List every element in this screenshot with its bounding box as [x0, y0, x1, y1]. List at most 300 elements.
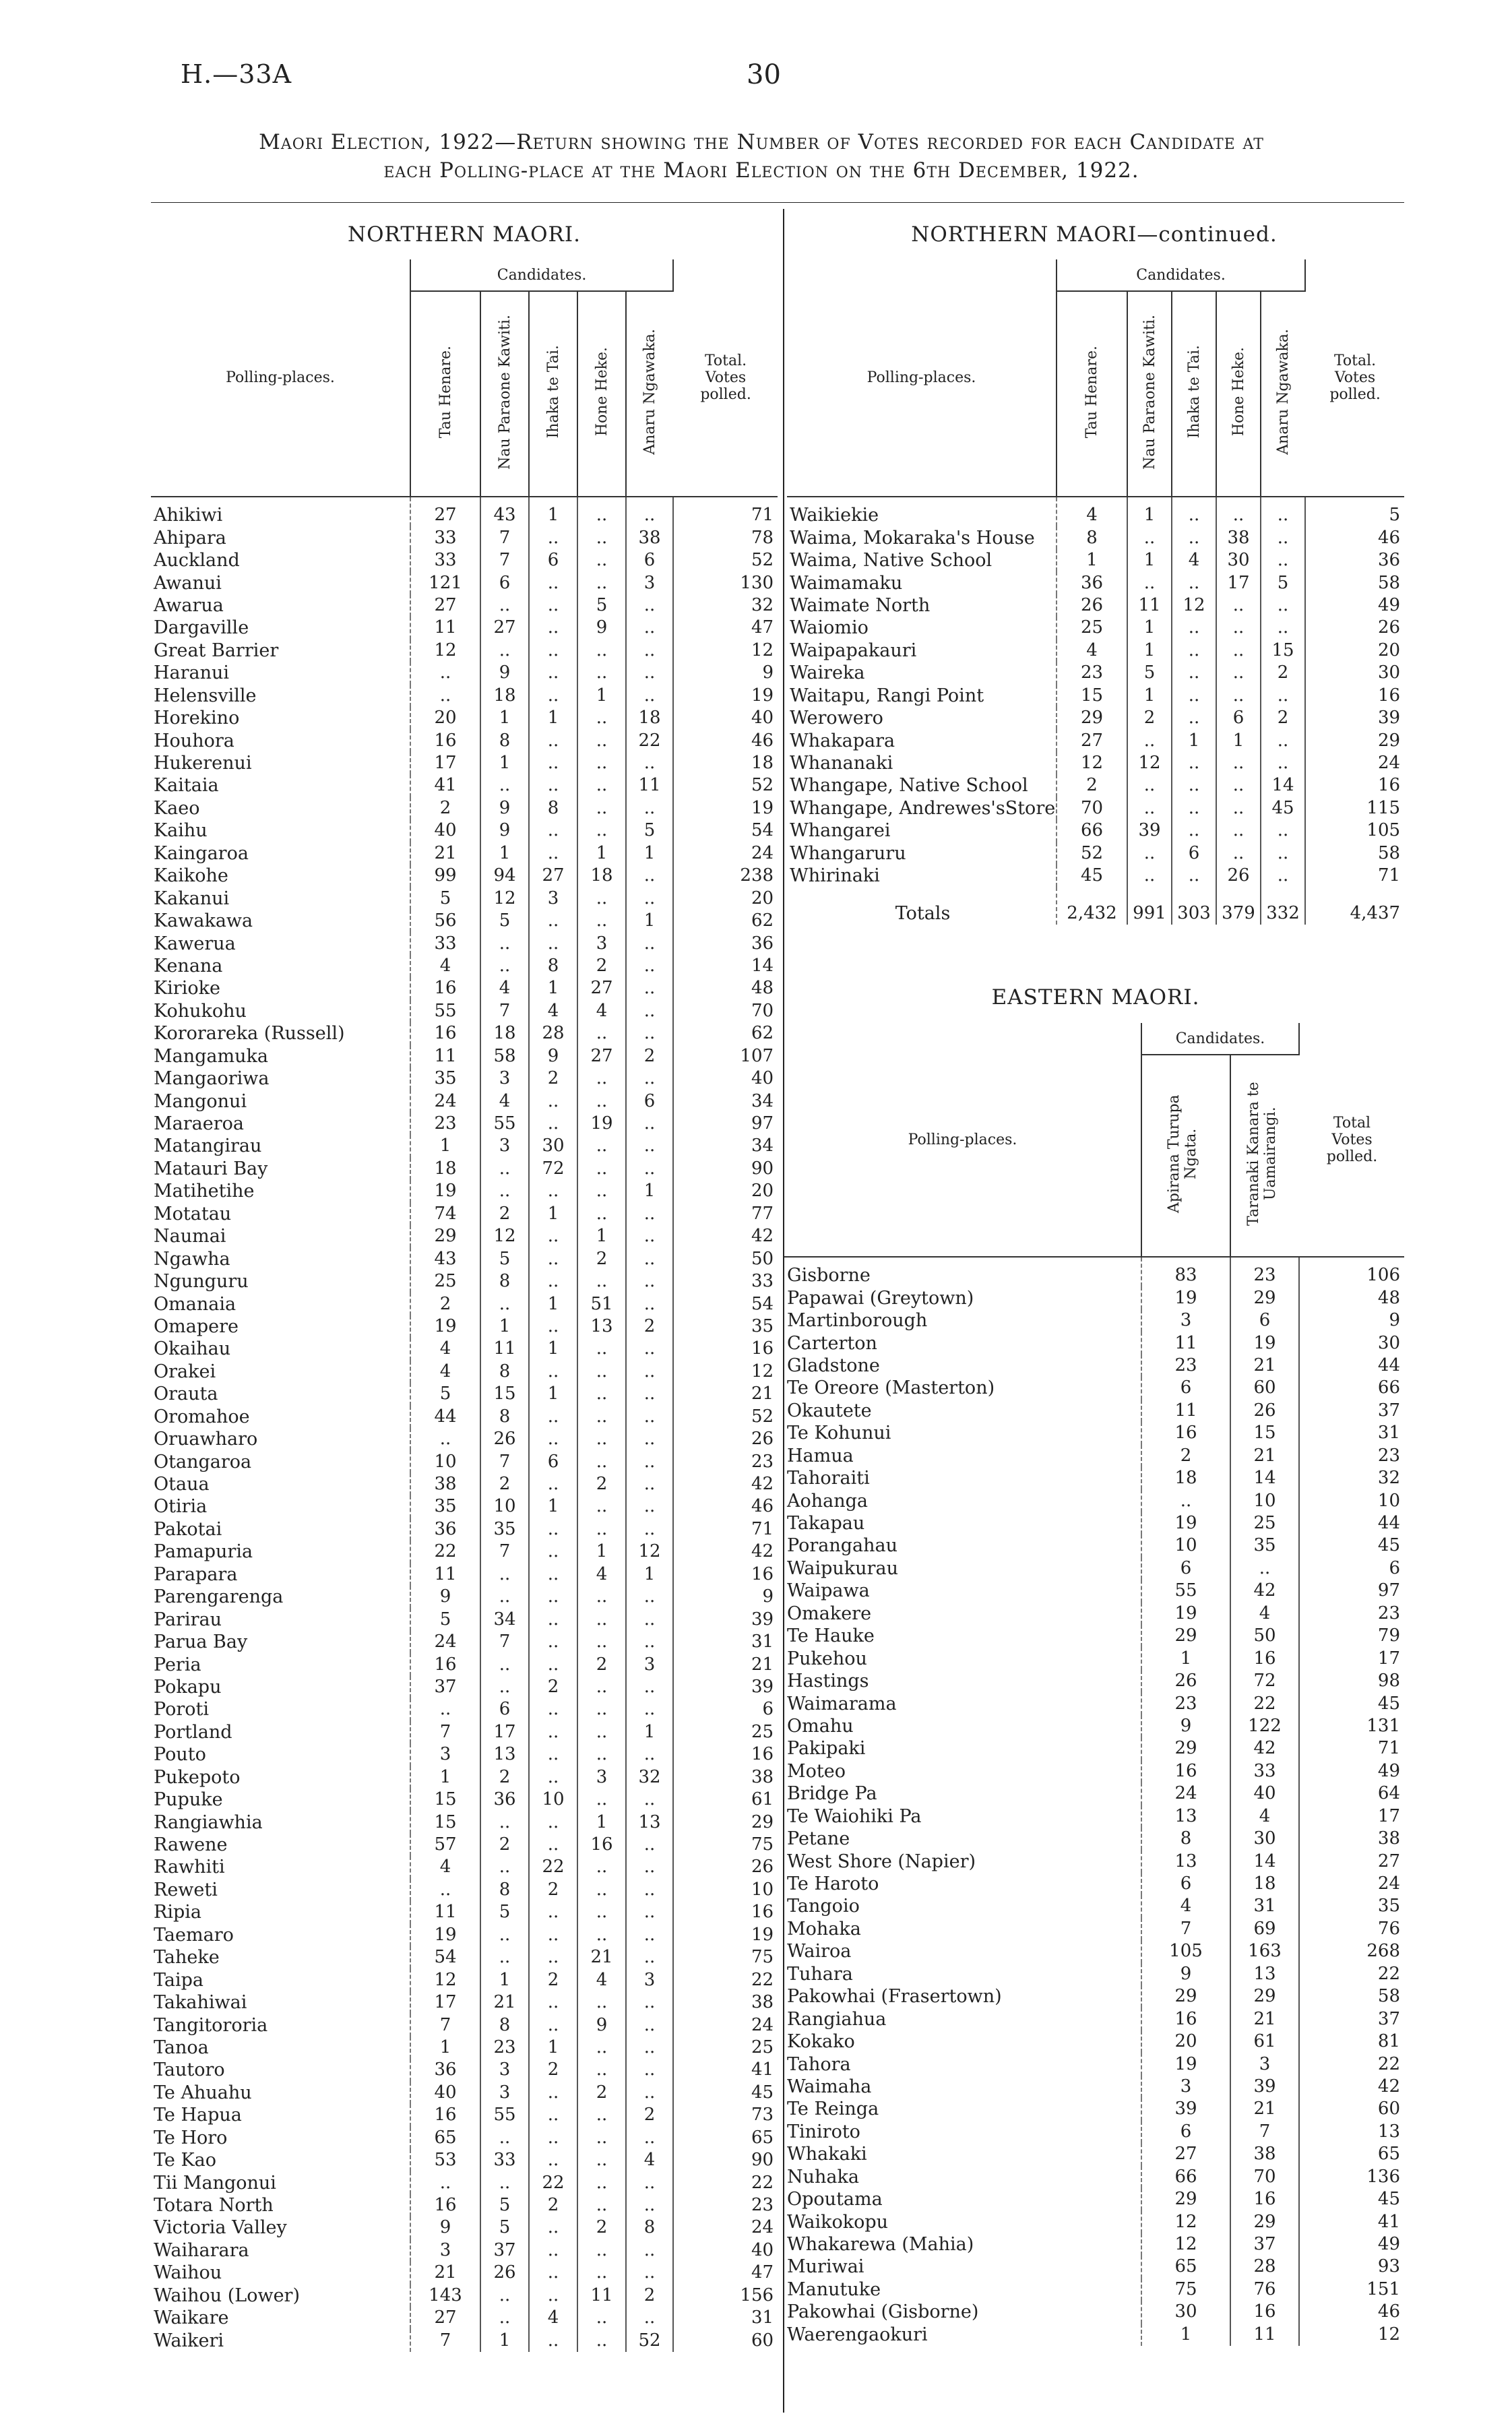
table-row	[151, 1203, 778, 1225]
candidate-votes-cell: 12	[410, 1968, 480, 1991]
candidate-votes-cell: ..	[529, 1361, 577, 1383]
polling-place	[151, 1631, 410, 1653]
polling-place	[151, 1000, 410, 1022]
candidate-votes-cell: 11	[480, 1338, 529, 1360]
candidate-votes-cell: ..	[1127, 842, 1172, 865]
northern-candidate-label: Ihaka te Tai.	[544, 345, 562, 439]
candidate-votes-cell: ..	[577, 662, 626, 684]
candidate-votes-cell: 1	[626, 842, 673, 865]
candidate-votes-cell: 1	[626, 1180, 673, 1202]
candidate-votes-cell: ..	[529, 2082, 577, 2104]
polling-place-name: Kohukohu	[154, 1000, 247, 1022]
total-votes-cell: 39	[751, 1609, 774, 1630]
candidate-votes-cell: ..	[577, 1135, 626, 1157]
total-votes-cell: 10	[751, 1879, 774, 1900]
candidate-votes-cell: 33	[1230, 1760, 1299, 1782]
polling-place	[151, 1811, 410, 1833]
polling-place-name: Kawakawa	[154, 910, 253, 932]
table-row	[787, 640, 1404, 662]
polling-place	[784, 1850, 1141, 1872]
candidate-votes-cell: 1	[1127, 549, 1172, 571]
candidate-votes-cell: 3	[1230, 2053, 1299, 2075]
total-votes-cell: 24	[751, 2014, 774, 2035]
polling-place	[784, 1670, 1141, 1692]
total-votes-cell: 48	[1377, 1287, 1400, 1308]
polling-place	[784, 1828, 1141, 1850]
candidate-votes-cell: ..	[529, 2149, 577, 2171]
candidate-votes-cell: ..	[1261, 594, 1305, 617]
polling-place	[784, 1377, 1141, 1399]
candidate-votes-cell: ..	[577, 1203, 626, 1225]
candidate-votes-cell: 1	[480, 2329, 529, 2351]
table-row	[784, 1918, 1404, 1940]
table-row	[784, 1445, 1404, 1467]
polling-place	[787, 526, 1057, 549]
candidate-votes-cell: 12	[480, 1225, 529, 1247]
candidate-votes-cell: 29	[1230, 1985, 1299, 2008]
polling-place-name: Wairoa	[787, 1941, 852, 1962]
candidate-votes-cell: ..	[577, 1180, 626, 1202]
polling-place	[151, 594, 410, 617]
candidate-votes-cell: 72	[1230, 1670, 1299, 1692]
polling-place	[787, 662, 1057, 684]
total-votes-cell: 16	[751, 1338, 774, 1359]
polling-place-name: Moteo	[787, 1760, 846, 1782]
polling-place	[151, 2329, 410, 2351]
candidate-votes-cell: 36	[410, 2059, 480, 2081]
polling-place	[784, 1286, 1141, 1309]
northern-cont-heading-text: NORTHERN MAORI—continued.	[911, 222, 1278, 247]
total-votes-cell: 22	[1377, 2053, 1400, 2074]
candidate-votes-cell: ..	[1230, 1557, 1299, 1580]
polling-place	[151, 2059, 410, 2081]
polling-place	[784, 2098, 1141, 2120]
polling-place	[151, 977, 410, 999]
polling-place	[151, 1518, 410, 1541]
candidate-votes-cell: ..	[1261, 842, 1305, 865]
polling-place	[151, 1743, 410, 1766]
polling-place	[787, 819, 1057, 842]
candidate-votes-cell: ..	[1172, 752, 1216, 774]
table-row	[787, 729, 1404, 751]
total-votes-cell: 12	[751, 640, 774, 660]
page-title	[121, 128, 1401, 185]
candidate-votes-cell: 19	[1230, 1332, 1299, 1354]
total-votes-cell: 25	[751, 2037, 774, 2057]
table-row	[787, 526, 1404, 549]
polling-place-name: Aohanga	[787, 1490, 869, 1512]
table-row	[784, 1534, 1404, 1557]
candidate-votes-cell: 13	[577, 1315, 626, 1338]
candidate-votes-cell: ..	[626, 2059, 673, 2081]
polling-place	[151, 1608, 410, 1630]
total-votes-cell: 33	[751, 1271, 774, 1292]
polling-place-name: Tahoraiti	[787, 1468, 870, 1489]
polling-place-name: Awanui	[154, 572, 222, 594]
total-votes-cell: 30	[1377, 1332, 1400, 1353]
table-row	[151, 1270, 778, 1293]
total-votes-cell: 151	[1366, 2278, 1400, 2299]
table-row	[784, 2324, 1404, 2346]
northern-table	[151, 259, 778, 2352]
candidate-votes-cell: ..	[1261, 685, 1305, 707]
totals-value: 991	[1127, 887, 1172, 924]
polling-place	[151, 2262, 410, 2284]
polling-place-name: Waitapu, Rangi Point	[790, 685, 984, 706]
northern-col-total	[673, 259, 778, 497]
candidate-votes-cell: ..	[529, 1766, 577, 1789]
candidate-votes-cell: 19	[577, 1113, 626, 1135]
table-row	[151, 2329, 778, 2351]
candidate-votes-cell: 12	[1141, 2233, 1230, 2256]
table-row	[151, 2059, 778, 2081]
candidate-votes-cell: 22	[410, 1541, 480, 1563]
candidate-votes-cell: ..	[577, 2037, 626, 2059]
totals-value: 2,432	[1057, 887, 1127, 924]
candidate-votes-cell: 4	[410, 1338, 480, 1360]
total-votes-cell: 24	[1377, 753, 1401, 774]
polling-place-name: Ngunguru	[154, 1271, 249, 1293]
candidate-votes-cell: 42	[1230, 1737, 1299, 1760]
candidate-votes-cell: 10	[1141, 1534, 1230, 1557]
polling-place	[784, 1873, 1141, 1895]
candidate-votes-cell: 38	[1230, 2143, 1299, 2165]
polling-place-name: Otaua	[154, 1474, 210, 1495]
polling-place-name: Porangahau	[787, 1535, 897, 1557]
candidate-votes-cell: 7	[480, 1000, 529, 1022]
candidate-votes-cell: ..	[626, 1225, 673, 1247]
candidate-votes-cell: 16	[410, 1022, 480, 1045]
candidate-votes-cell: 143	[410, 2285, 480, 2307]
northern-candidate-label: Nau Paraone Kawiti.	[496, 314, 513, 470]
candidate-votes-cell: 23	[480, 2037, 529, 2059]
candidate-votes-cell: ..	[577, 1428, 626, 1450]
candidate-votes-cell: 11	[410, 1563, 480, 1586]
table-row	[787, 842, 1404, 865]
total-votes-cell: 115	[1366, 797, 1401, 818]
table-row	[784, 1286, 1404, 1309]
candidate-votes-cell: ..	[626, 865, 673, 887]
table-row	[151, 797, 778, 819]
polling-place	[151, 1158, 410, 1180]
polling-place-name: Kaeo	[154, 797, 200, 819]
candidate-votes-cell: ..	[577, 729, 626, 751]
polling-place	[151, 932, 410, 954]
candidate-votes-cell: 19	[1141, 1286, 1230, 1309]
total-votes-cell: 50	[751, 1248, 774, 1269]
polling-place	[151, 707, 410, 729]
candidate-votes-cell: 23	[410, 1113, 480, 1135]
polling-place-name: Ahipara	[154, 527, 226, 549]
candidate-votes-cell: ..	[626, 1270, 673, 1293]
candidate-votes-cell: 55	[410, 1000, 480, 1022]
polling-place-name: Mohaka	[787, 1918, 861, 1940]
candidate-votes-cell: ..	[410, 662, 480, 684]
table-row	[151, 1473, 778, 1495]
candidate-votes-cell: ..	[529, 1586, 577, 1608]
candidate-votes-cell: 1	[1141, 1647, 1230, 1669]
candidate-votes-cell: ..	[626, 2127, 673, 2149]
table-row	[784, 1647, 1404, 1669]
candidate-votes-cell: ..	[626, 1158, 673, 1180]
table-row	[784, 2166, 1404, 2188]
northern-cont-candidate-label: Nau Paraone Kawiti.	[1141, 314, 1158, 470]
table-row	[787, 549, 1404, 571]
table-row	[784, 1309, 1404, 1332]
candidate-votes-cell: 2	[577, 2216, 626, 2239]
table-row	[151, 640, 778, 662]
table-row	[151, 1946, 778, 1968]
candidate-votes-cell: 72	[529, 1158, 577, 1180]
candidate-votes-cell: 3	[626, 571, 673, 594]
polling-place-name: Parirau	[154, 1609, 222, 1630]
candidate-votes-cell: ..	[1127, 865, 1172, 887]
polling-place-name: Nuhaka	[787, 2166, 859, 2188]
candidate-votes-cell: ..	[626, 2014, 673, 2036]
table-row	[784, 2256, 1404, 2278]
total-votes-cell: 40	[751, 708, 774, 728]
candidate-votes-cell: 27	[577, 977, 626, 999]
total-votes-cell: 16	[751, 1563, 774, 1584]
polling-place	[784, 1557, 1141, 1580]
candidate-votes-cell: ..	[529, 1721, 577, 1743]
candidate-votes-cell: 8	[1057, 526, 1127, 549]
candidate-votes-cell: ..	[626, 2171, 673, 2194]
candidate-votes-cell: 1	[529, 2037, 577, 2059]
polling-place-name: Pakotai	[154, 1518, 222, 1540]
candidate-votes-cell: ..	[480, 1946, 529, 1968]
candidate-votes-cell: ..	[626, 1000, 673, 1022]
candidate-votes-cell: 61	[1230, 2030, 1299, 2053]
candidate-votes-cell: ..	[577, 1698, 626, 1720]
total-votes-cell: 38	[751, 1992, 774, 2013]
polling-place	[151, 1495, 410, 1518]
polling-place-name: Mangamuka	[154, 1045, 268, 1067]
polling-place-name: Parapara	[154, 1563, 238, 1585]
candidate-votes-cell: 41	[410, 774, 480, 797]
polling-place-name: Werowero	[790, 708, 883, 729]
candidate-votes-cell: ..	[577, 910, 626, 932]
candidate-votes-cell: 1	[577, 1811, 626, 1833]
table-row	[784, 1377, 1404, 1399]
table-row	[787, 617, 1404, 639]
candidate-votes-cell: ..	[626, 1834, 673, 1856]
total-votes-cell: 71	[1377, 1738, 1400, 1759]
polling-place-name: Omanaia	[154, 1293, 237, 1315]
polling-place-name: Helensville	[154, 685, 257, 706]
candidate-votes-cell: 26	[1141, 1670, 1230, 1692]
total-votes-cell: 45	[1377, 1535, 1400, 1556]
candidate-votes-cell: 4	[410, 955, 480, 977]
candidate-votes-cell: ..	[577, 887, 626, 909]
polling-place	[784, 1918, 1141, 1940]
polling-place	[784, 1309, 1141, 1332]
table-row	[151, 1721, 778, 1743]
candidate-votes-cell: ..	[577, 1856, 626, 1878]
candidate-votes-cell: 50	[1230, 1625, 1299, 1647]
candidate-votes-cell: ..	[529, 2104, 577, 2126]
candidate-votes-cell: 4	[1141, 1895, 1230, 1917]
table-row	[787, 774, 1404, 797]
candidate-votes-cell: 21	[1230, 1445, 1299, 1467]
candidate-votes-cell: 33	[480, 2149, 529, 2171]
candidate-votes-cell: 2	[1127, 707, 1172, 729]
polling-place-name: Whakaki	[787, 2144, 867, 2165]
polling-place-name: Waimamaku	[790, 572, 903, 594]
candidate-votes-cell: 12	[1057, 752, 1127, 774]
candidate-votes-cell: ..	[577, 1631, 626, 1653]
candidate-votes-cell: 4	[529, 2307, 577, 2329]
candidate-votes-cell: 57	[410, 1834, 480, 1856]
table-row	[151, 977, 778, 999]
polling-place	[787, 617, 1057, 639]
polling-place-name: Te Ahuahu	[154, 2082, 252, 2103]
total-votes-cell: 75	[751, 1834, 774, 1855]
table-row	[151, 1383, 778, 1405]
candidate-votes-cell: 23	[1057, 662, 1127, 684]
table-row	[784, 1760, 1404, 1782]
table-row	[784, 2121, 1404, 2143]
candidate-votes-cell: ..	[410, 2171, 480, 2194]
polling-place	[151, 1338, 410, 1360]
total-votes-cell: 9	[762, 1586, 774, 1607]
total-votes-cell: 36	[751, 933, 774, 954]
candidate-votes-cell: 2	[529, 1067, 577, 1090]
table-row	[787, 685, 1404, 707]
candidate-votes-cell: ..	[1216, 819, 1261, 842]
polling-place	[784, 2233, 1141, 2256]
polling-place-name: Tanoa	[154, 2037, 209, 2058]
candidate-votes-cell: 1	[1127, 640, 1172, 662]
candidate-votes-cell: ..	[626, 1608, 673, 1630]
total-votes-cell: 13	[1377, 2121, 1400, 2142]
total-votes-cell: 29	[1377, 730, 1401, 751]
candidate-votes-cell: ..	[577, 2104, 626, 2126]
candidate-votes-cell: ..	[577, 1608, 626, 1630]
candidate-votes-cell: 15	[1057, 685, 1127, 707]
candidate-votes-cell: ..	[529, 1834, 577, 1856]
candidate-votes-cell: 35	[410, 1495, 480, 1518]
polling-place-name: Whangarei	[790, 820, 891, 842]
candidate-votes-cell: ..	[626, 1067, 673, 1090]
candidate-votes-cell: ..	[1172, 617, 1216, 639]
polling-place	[784, 1332, 1141, 1354]
candidate-votes-cell: 7	[1141, 1918, 1230, 1940]
polling-place-name: Papawai (Greytown)	[787, 1287, 974, 1309]
table-row	[151, 1991, 778, 2014]
candidate-votes-cell: 2	[1141, 1445, 1230, 1467]
candidate-votes-cell: 36	[410, 1518, 480, 1541]
polling-place-name: Pokapu	[154, 1676, 222, 1698]
table-row	[784, 2278, 1404, 2301]
candidate-votes-cell: 27	[410, 2307, 480, 2329]
polling-place-name: Kenana	[154, 955, 223, 976]
candidate-votes-cell: 11	[410, 617, 480, 639]
total-votes-cell: 131	[1366, 1715, 1400, 1736]
polling-place-name: Matihetihe	[154, 1181, 255, 1202]
total-votes-cell: 44	[1377, 1355, 1400, 1375]
candidate-votes-cell: 21	[410, 2262, 480, 2284]
polling-place-name: Tahora	[787, 2053, 851, 2075]
total-votes-cell: 70	[751, 1000, 774, 1021]
candidate-votes-cell: 21	[1230, 1355, 1299, 1377]
polling-place-name: Kaikohe	[154, 865, 228, 887]
candidate-votes-cell: 20	[410, 707, 480, 729]
total-votes-cell: 40	[751, 1068, 774, 1089]
table-row	[784, 2143, 1404, 2165]
candidate-votes-cell: ..	[480, 2307, 529, 2329]
candidate-votes-cell: 54	[410, 1946, 480, 1968]
polling-place-name: Gladstone	[787, 1355, 880, 1376]
total-votes-cell: 20	[751, 1181, 774, 1202]
candidate-votes-cell: ..	[529, 1563, 577, 1586]
table-row	[787, 594, 1404, 617]
polling-place	[784, 2143, 1141, 2165]
table-row	[151, 2262, 778, 2284]
candidate-votes-cell: 56	[410, 910, 480, 932]
candidate-votes-cell: 1	[529, 977, 577, 999]
candidate-votes-cell: 15	[1230, 1422, 1299, 1444]
polling-place-name: Kororareka (Russell)	[154, 1023, 345, 1045]
northern-cont-col-places-label: Polling-places.	[867, 369, 976, 386]
polling-place	[787, 571, 1057, 594]
total-votes-cell: 18	[751, 753, 774, 774]
candidate-votes-cell: 55	[1141, 1580, 1230, 1602]
candidate-votes-cell: 29	[1230, 1286, 1299, 1309]
totals-value: 4,437	[1350, 902, 1401, 923]
polling-place	[151, 497, 410, 526]
total-votes-cell: 20	[1377, 640, 1401, 660]
polling-place-name: Okaihau	[154, 1338, 231, 1360]
candidate-votes-cell: 1	[577, 842, 626, 865]
candidate-votes-cell: 2	[577, 1247, 626, 1270]
northern-cont-col-places	[787, 259, 1057, 497]
total-votes-cell: 97	[751, 1113, 774, 1134]
total-votes-cell: 46	[751, 730, 774, 751]
candidate-votes-cell: 16	[410, 729, 480, 751]
northern-cont-col-total	[1305, 259, 1404, 497]
total-votes-cell: 17	[1377, 1648, 1400, 1669]
candidate-votes-cell: 5	[1261, 571, 1305, 594]
candidate-votes-cell: 14	[1230, 1467, 1299, 1489]
candidate-votes-cell: ..	[626, 1698, 673, 1720]
polling-place	[151, 1721, 410, 1743]
candidate-votes-cell: 6	[480, 1698, 529, 1720]
polling-place-name: Whakarewa (Mahia)	[787, 2234, 974, 2256]
table-row	[784, 1580, 1404, 1602]
candidate-votes-cell: 76	[1230, 2278, 1299, 2301]
polling-place	[151, 1180, 410, 1202]
candidate-votes-cell: 11	[410, 1045, 480, 1067]
total-votes-cell: 29	[751, 1811, 774, 1832]
candidate-votes-cell: 8	[480, 1361, 529, 1383]
candidate-votes-cell: ..	[480, 1180, 529, 1202]
total-votes-cell: 22	[1377, 1963, 1400, 1984]
table-row	[784, 2210, 1404, 2233]
polling-place	[151, 955, 410, 977]
candidate-votes-cell: ..	[529, 1406, 577, 1428]
table-row	[151, 2149, 778, 2171]
total-votes-cell: 268	[1366, 1941, 1400, 1962]
polling-place	[784, 1692, 1141, 1714]
total-votes-cell: 93	[1377, 2256, 1400, 2277]
candidate-votes-cell: ..	[1172, 819, 1216, 842]
candidate-votes-cell: ..	[626, 932, 673, 954]
candidate-votes-cell: 7	[480, 1541, 529, 1563]
table-row	[151, 1247, 778, 1270]
candidate-votes-cell: 2	[577, 955, 626, 977]
candidate-votes-cell: ..	[1127, 774, 1172, 797]
